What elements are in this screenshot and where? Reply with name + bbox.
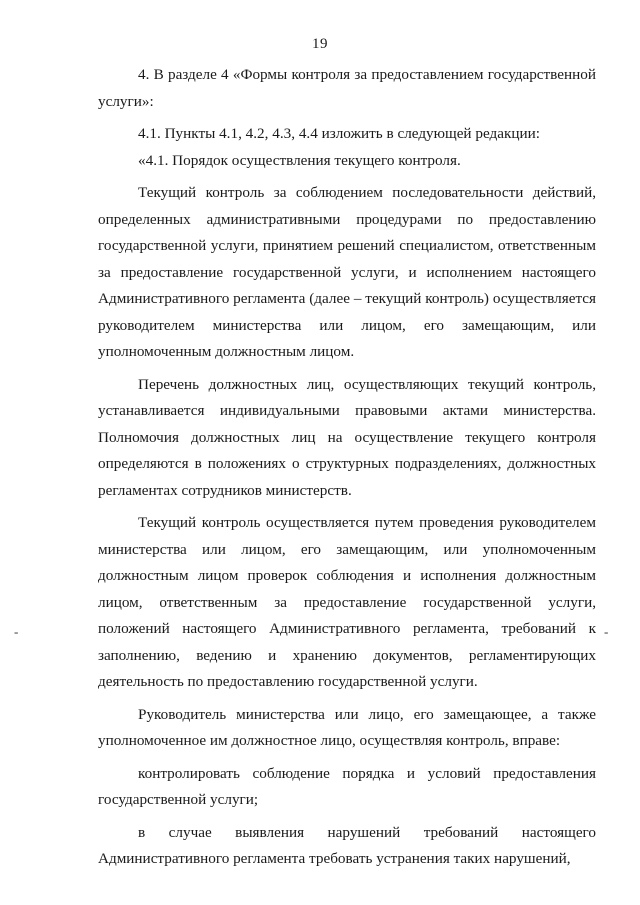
paragraph-section-4: 4. В разделе 4 «Формы контроля за предоставлением государственной услуги»: (98, 66, 596, 110)
page-number: 19 (312, 36, 328, 52)
paragraph-officials-list: Перечень должностных лиц, осуществляющих текущий контроль, устанавливается индивидуальными правовыми актами министерства. Полномочия должностных лиц на осуществление текущего контроля определяются в положениях о структурных подразделениях, должностных регламентах сотрудников министерств. (98, 375, 596, 499)
paragraph-control-procedure: Текущий контроль осуществляется путем проведения руководителем министерства или лицом, его замещающим, или уполномоченным должностным лицом проверок соблюдения и исполнения должностным лицом, ответственным за предоставление государственной услуги, положений настоящего Административного регламента, требований к заполнению, ведению и хранению документов, регламентирующих деятельность по предоставлению государственной услуги. (98, 514, 596, 690)
paragraph-4-1-heading: «4.1. Порядок осуществления текущего контроля. (138, 151, 461, 169)
right-margin-mark: - (604, 624, 609, 639)
paragraph-4-1-intro: 4.1. Пункты 4.1, 4.2, 4.3, 4.4 изложить в следующей редакции: (138, 125, 540, 142)
paragraph-head-rights: Руководитель министерства или лицо, его замещающее, а также уполномоченное им должностное лицо, осуществляя контроль, вправе: (98, 705, 596, 749)
document-body (98, 62, 596, 873)
paragraph-control-compliance: контролировать соблюдение порядка и условий предоставления государственной услуги; (98, 764, 596, 808)
left-margin-mark: - (14, 624, 19, 639)
paragraph-violations: в случае выявления нарушений требований настоящего Административного регламента требовать устранения таких нарушений, (98, 823, 596, 867)
paragraph-current-control: Текущий контроль за соблюдением последовательности действий, определенных административными процедурами по предоставлению государственной услуги, принятием решений специалистом, ответственным за предоставление государственной услуги, и исполнением настоящего Административного регламента (далее – текущий контроль) осуществляется руководителем министерства или лицом, его замещающим, или уполномоченным должностным лицом. (98, 184, 596, 360)
